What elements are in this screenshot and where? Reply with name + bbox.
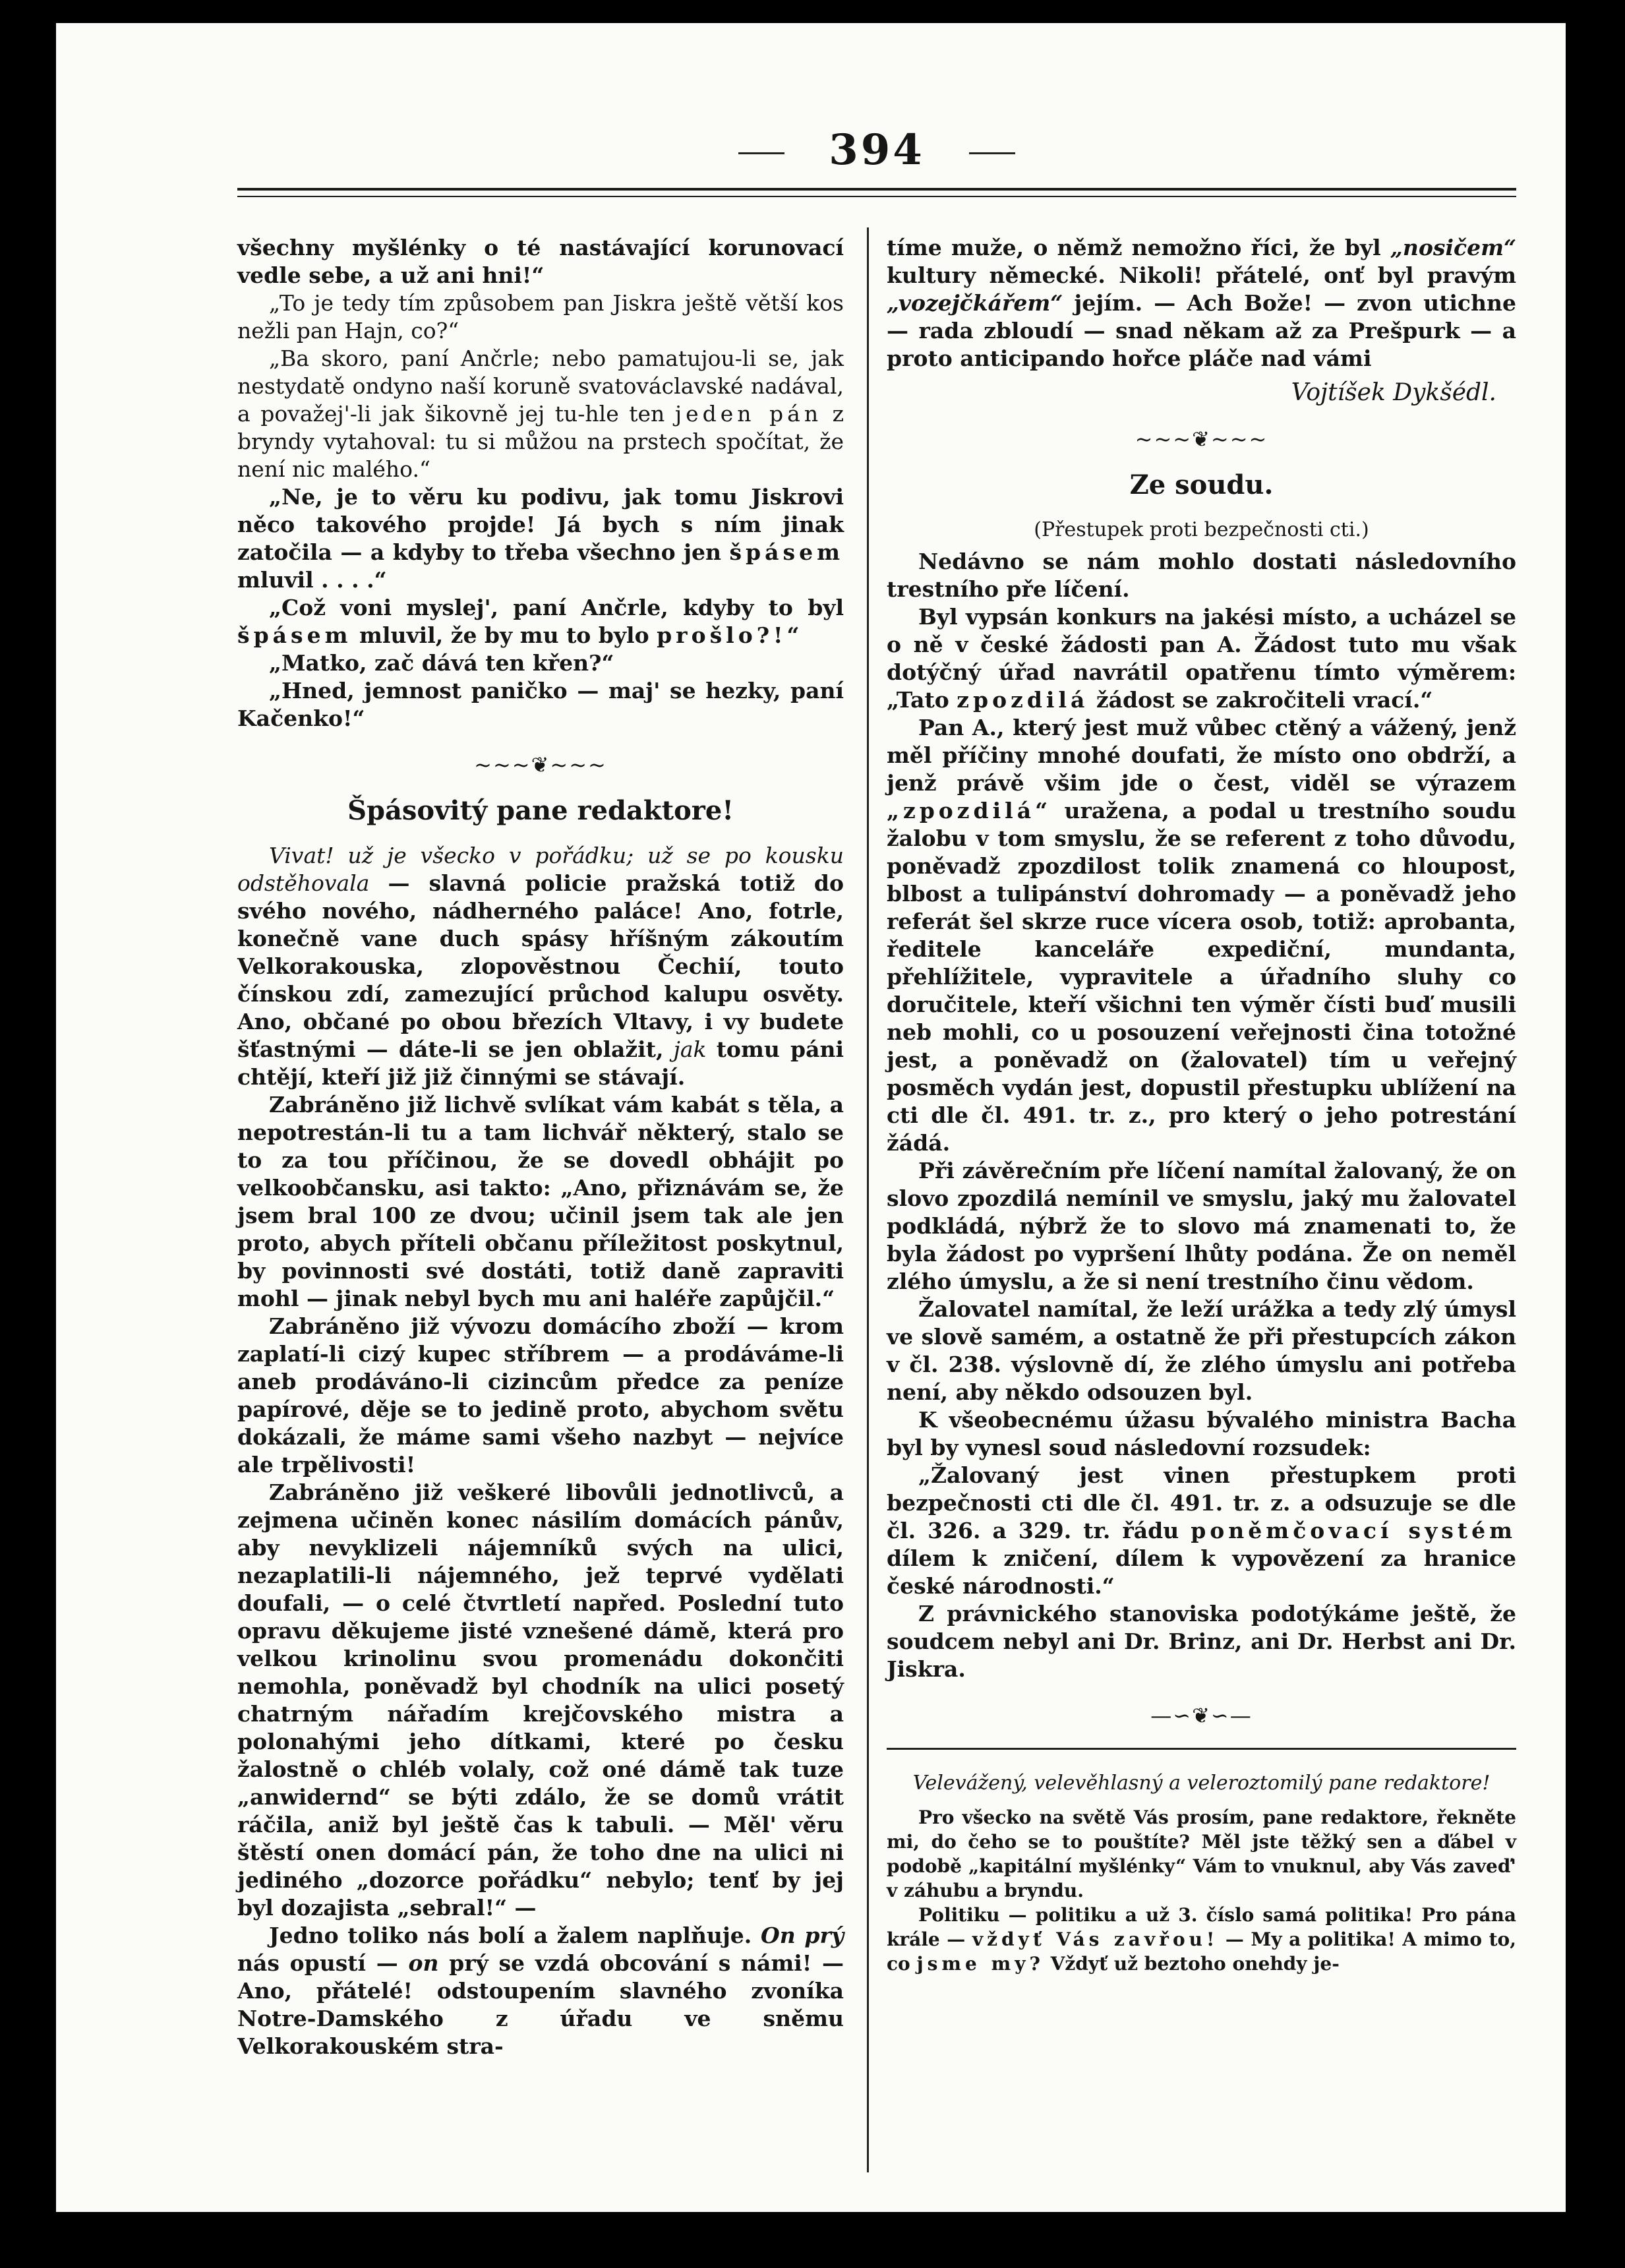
page-header [237, 122, 1516, 181]
italic-text: Vivat! už je všecko v pořádku; už se po kousku odstěhovala [237, 843, 844, 896]
column-divider [867, 227, 869, 2172]
italic-text: „nosičem“ [1390, 235, 1516, 260]
text: všechny myšlénky o té nastávající korunovací vedle sebe, a už ani hni!“ [237, 235, 844, 288]
text: uražena, a podal u trestního soudu žalobu v tom smyslu, že se referent z toho důvodu, poněvadž zpozdilost tolik znamená co hloupost, blbost a tulipánství dohromady — a poněvadž jeho referát šel skrze ruce vícera osob, totiž: aprobanta, ředitele kanceláře expediční, mundanta, přehlížitele, vypravitele a úřadního sluhy co doručitele, kteří všichni ten výměr čísti buď musili neb mohli, co u posouzení veřejnosti čina totožné jest, a poněvadž on (žalovatel) tím u veřejný posměch vydán jest, dopustil přestupku ublížení na cti dle čl. 491. tr. z., pro který o jeho potrestání žádá. [887, 798, 1516, 1156]
text: Zabráněno již vývozu domácího zboží — krom zaplatí-li cizý kupec stříbrem — a prodáváme-li aneb prodáváno-li cizincům předce za peníze papírové, děje se to jedině proto, abychom světu dokázali, že máme sami všeho nazbyt — nejvíce ale trpělivosti! [237, 1313, 844, 1477]
paragraph [237, 677, 844, 732]
text: Z právnického stanoviska podotýkáme ještě, že soudcem nebyl ani Dr. Brinz, ani Dr. Herbst ani Dr. Jiskra. [887, 1601, 1516, 1682]
signature: Vojtíšek Dykšédl. [1291, 379, 1496, 406]
letter-salutation: Velevážený, velevěhlasný a veleroztomilý pane redaktore! [912, 1772, 1491, 1795]
text: Politiku — politiku a už 3. číslo samá politika! Pro pána krále — [887, 1904, 1516, 1950]
text: žádost se zakročiteli vrací.“ [1096, 687, 1433, 713]
text: „Ne, je to věru ku podivu, jak tomu Jiskrovi něco takového projde! Já bych s ním jinak zatočila — a kdyby to třeba všechno jen [237, 484, 844, 565]
paragraph [237, 1479, 844, 1922]
page-content [237, 122, 1516, 2179]
text: Zabráněno již lichvě svlíkat vám kabát s těla, a nepotrestán-li tu a tam lichvář některý, stalo se to za tou příčinou, že se dovedl obhájit po velkoobčansku, asi takto: „Ano, přiznávám se, že jsem bral 100 ze dvou; učinil jsem tak ale jen proto, abych příteli občanu příležitost poskytnul, by povinnosti své dostáti, totiž daně zapraviti mohl — jinak nebyl bych mu ani haléře zapůjčil.“ [237, 1092, 844, 1311]
spaced-text: „zpozdilá“ [887, 798, 1052, 823]
paragraph [887, 603, 1516, 714]
spaced-text: poněmčovací systém [1191, 1518, 1516, 1543]
italic-text: On prý [760, 1923, 844, 1948]
text: dílem k zničení, dílem k vypovězení za hranice české národnosti.“ [887, 1545, 1516, 1599]
newspaper-page [56, 23, 1566, 2212]
text: „To je tedy tím způsobem pan Jiskra ještě větší kos nežli pan Hajn, co?“ [237, 290, 844, 343]
left-column [237, 234, 844, 2179]
paragraph [237, 842, 844, 1091]
paragraph [237, 1922, 844, 2060]
text: K všeobecnému úžasu bývalého ministra Bacha byl by vynesl soud následovní rozsudek: [887, 1407, 1516, 1460]
text: — My a politika! A mimo to, co [887, 1928, 1516, 1975]
paragraph [887, 1462, 1516, 1600]
header-dash-left [738, 152, 784, 154]
text: tíme muže, o němž nemožno říci, že byl [887, 235, 1381, 260]
text: nás opustí — [237, 1950, 398, 1976]
paragraph [887, 1805, 1516, 1903]
paragraph [887, 1296, 1516, 1406]
paragraph [237, 649, 844, 677]
paragraph [887, 1600, 1516, 1683]
spaced-text: špásem [237, 622, 352, 648]
header-dash-right [969, 152, 1015, 154]
italic-text: jak [673, 1036, 707, 1062]
text: mluvil . . . .“ [237, 567, 387, 593]
spaced-text: jsme my? [916, 1953, 1044, 1975]
text: „Hned, jemnost paničko — maj' se hezky, paní Kačenko!“ [237, 678, 844, 731]
paragraph [237, 594, 844, 649]
paragraph [237, 483, 844, 594]
italic-text: on [408, 1950, 439, 1976]
paragraph [887, 1903, 1516, 1976]
paragraph [237, 1313, 844, 1479]
text: Žalovatel namítal, že leží urážka a tedy zlý úmysl ve slově samém, a ostatně že při přestupcích zákon v čl. 238. výslovně dí, že zlého úmyslu ani potřeba není, aby někdo odsouzen byl. [887, 1296, 1516, 1405]
text: — slavná policie pražská totiž do svého nového, nádherného paláce! Ano, fotrle, konečně vane duch spásy hříšným zákoutím Velkorakouska, zlopověstnou Čechií, touto čínskou zdí, zamezující průchod kalupu osvěty. Ano, občané po obou březích Vltavy, i vy budete šťastnými — dáte-li se jen oblažit, [237, 870, 844, 1062]
text: „Což voni myslej', paní Ančrle, kdyby to byl [269, 595, 844, 620]
text: Pan A., který jest muž vůbec ctěný a vážený, jenž měl příčiny mnohé doufati, že místo ono obdrží, a jenž právě všim jde o čest, viděl se výrazem [887, 715, 1516, 796]
paragraph [887, 1157, 1516, 1296]
paragraph [887, 548, 1516, 603]
paragraph [887, 234, 1516, 373]
text: tomu páni chtějí, kteří již již činnými se stávají. [237, 1036, 844, 1090]
text: Vždyť už beztoho onehdy je- [1050, 1953, 1340, 1975]
page-number: 394 [829, 125, 925, 175]
text: mluvil, že by mu to bylo [359, 622, 649, 648]
section-subheading: (Přestupek proti bezpečnosti cti.) [1034, 518, 1369, 541]
header-rule-thick [237, 188, 1516, 191]
text: prý se vzdá obcování s námi! — Ano, přátelé! odstoupením slavného zvoníka Notre-Damského z úřadu ve sněmu Velkorakouském stra- [237, 1950, 844, 2059]
section-heading: Ze soudu. [1129, 469, 1274, 500]
text: Nedávno se nám mohlo dostati následovního trestního pře líčení. [887, 549, 1516, 602]
section-rule [887, 1748, 1516, 1750]
text: Byl vypsán konkurs na jakési místo, a ucházel se o ně v české žádosti pan A. Žádost tuto mu však dotýčný úřad navrátil opatřenu tímto výměrem: „Tato [887, 604, 1516, 713]
spaced-text: prošlo?!“ [657, 622, 804, 648]
paragraph [887, 1406, 1516, 1462]
ornament-divider: ~~~❦~~~ [1135, 427, 1268, 452]
spaced-text: vždyť Vás zavřou! [972, 1928, 1219, 1950]
spaced-text: špásem [729, 539, 844, 565]
right-column [887, 234, 1516, 2179]
text: jejím. — Ach Bože! — zvon utichne — rada zbloudí — snad někam až za Prešpurk — a proto anticipando hořce pláče nad vámi [887, 290, 1516, 371]
paragraph [237, 234, 844, 289]
text: Jedno toliko nás bolí a žalem naplňuje. [269, 1923, 752, 1948]
text: Pro všecko na světě Vás prosím, pane redaktore, řekněte mi, do čeho se to pouštíte? Měl jste těžký sen a ďábel v podobě „kapitální myšlénky“ Vám to vnuknul, aby Vás zaveď' v záhubu a bryndu. [887, 1806, 1516, 1901]
text: kultury německé. Nikoli! přátelé, onť byl pravým [887, 262, 1516, 288]
article-heading: Špásovitý pane redaktore! [347, 795, 734, 826]
text: „Ba skoro, paní Ančrle; nebo pamatujou-li se, jak nestydatě ondyno naší koruně svatováclavské nadával, a považej'-li jak šikovně jej tu-hle ten [237, 345, 844, 427]
spaced-text: zpozdilá [957, 687, 1089, 713]
italic-text: „vozejčkářem“ [887, 290, 1063, 316]
text: Zabráněno již veškeré libovůli jednotlivců, a zejmena učiněn konec násilím domácích pánův, aby nevyklizeli nájemníků svých na ulici, nezaplatili-li nájemného, jež teprvé vydělati doufali, — o celé čtvrtletí napřed. Poslední tuto opravu děkujeme jisté vznešené dámě, která pro velkou krinolinu svou promenádu dokončiti nemohla, poněvadž byl chodník na ulici posetý chatrným nářadím krejčovského mistra a polonahými jeho dítkami, které po česku žalostně o chléb volaly, což oné dámě tak tuze „anwidernd“ se býti zdálo, že se domů vrátit ráčila, aniž byl ještě čas k tabuli. — Měl' věru štěstí onen domácí pán, že toho dne na ulici ni jediného „dozorce pořádku“ nebylo; tenť by jej byl dozajista „sebral!“ — [237, 1479, 844, 1921]
text: „Žalovaný jest vinen přestupkem proti bezpečnosti cti dle čl. 491. tr. z. a odsuzuje se dle čl. 326. a 329. tr. řádu [887, 1462, 1516, 1543]
paragraph [887, 714, 1516, 1157]
header-rule-thin [237, 196, 1516, 197]
paragraph [237, 345, 844, 483]
paragraph [237, 1091, 844, 1313]
ornament-divider: —∽❦∽— [1150, 1703, 1253, 1728]
spaced-text: jeden pán [674, 401, 823, 427]
text: „Matko, zač dává ten křen?“ [269, 650, 614, 676]
text: z bryndy vytahoval: tu si můžou na prstech spočítat, že není nic malého.“ [237, 401, 844, 482]
ornament-divider: ~~~❦~~~ [474, 752, 607, 777]
paragraph [237, 289, 844, 345]
text: Při závěrečním pře líčení namítal žalovaný, že on slovo zpozdilá nemínil ve smyslu, jaký mu žalovatel podkládá, nýbrž že to slovo má znamenati to, že byla žádost po vypršení lhůty podána. Že on neměl zlého úmyslu, a že si není trestního činu vědom. [887, 1158, 1516, 1294]
